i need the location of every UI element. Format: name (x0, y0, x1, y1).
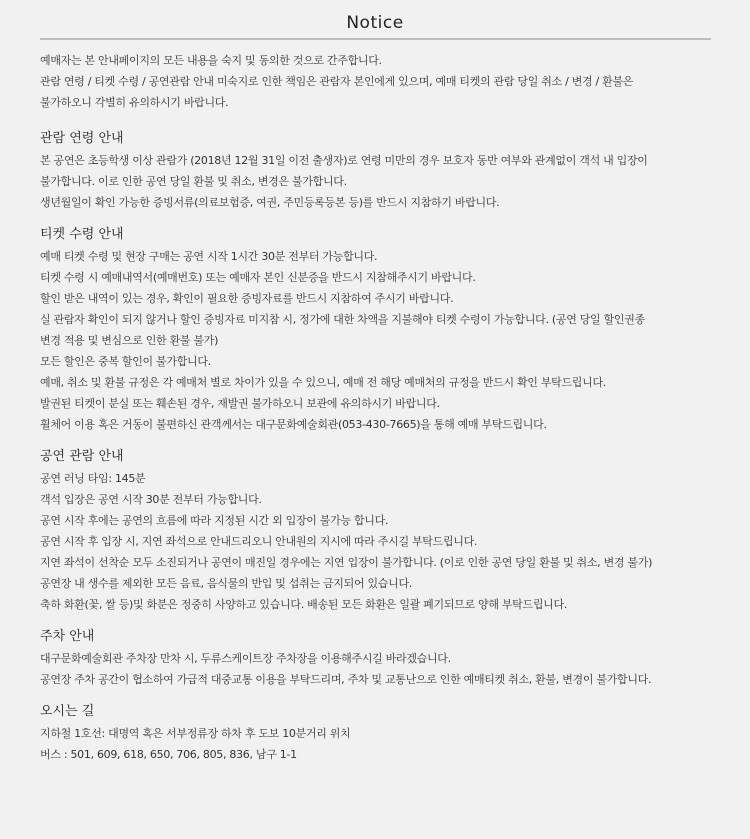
section-line: 휠체어 이용 혹은 거동이 불편하신 관객께서는 대구문화예술회관(053-430-7665)을 통해 예매 부탁드립니다. (40, 418, 547, 431)
section-heading: 공연 관람 안내 (40, 449, 124, 464)
section-line: 본 공연은 초등학생 이상 관람가 (2018년 12월 31일 이전 출생자)로 연령 미만의 경우 보호자 동반 여부와 관계없이 객석 내 입장이 (40, 154, 648, 167)
section-line: 할인 받은 내역이 있는 경우, 확인이 필요한 증빙자료를 반드시 지참하여 주시기 바랍니다. (40, 292, 454, 305)
section-line: 모든 할인은 중복 할인이 불가합니다. (40, 355, 211, 368)
section-line: 공연 시작 후 입장 시, 지연 좌석으로 안내드리오니 안내원의 지시에 따라 주시길 부탁드립니다. (40, 535, 478, 548)
section-line: 티켓 수령 시 예매내역서(예매번호) 또는 예매자 본인 신분증을 반드시 지참해주시기 바랍니다. (40, 271, 476, 284)
section-line: 예매 티켓 수령 및 현장 구매는 공연 시작 1시간 30분 전부터 가능합니다. (40, 250, 378, 263)
section-parking (40, 627, 720, 690)
section-line: 지하철 1호선: 대명역 혹은 서부정류장 하차 후 도보 10분거리 위치 (40, 727, 351, 740)
intro-line: 예매자는 본 안내페이지의 모든 내용을 숙지 및 동의한 것으로 간주합니다. (40, 54, 382, 67)
section-heading: 관람 연령 안내 (40, 131, 124, 146)
section-line: 지연 좌석이 선착순 모두 소진되거나 공연이 매진일 경우에는 지연 입장이 불가합니다. (이로 인한 공연 당일 환불 및 취소, 변경 불가) (40, 556, 653, 569)
notice-content (40, 50, 720, 765)
section-viewing (40, 447, 720, 615)
intro-block (40, 50, 720, 113)
section-line: 예매, 취소 및 환불 규정은 각 예매처 별로 차이가 있을 수 있으니, 예매 전 해당 예매처의 규정을 반드시 확인 부탁드립니다. (40, 376, 606, 389)
section-line: 대구문화예술회관 주차장 만차 시, 두류스케이트장 주차장을 이용해주시길 바라겠습니다. (40, 652, 451, 665)
section-line: 변경 적용 및 변심으로 인한 환불 불가) (40, 334, 219, 347)
section-line: 실 관람자 확인이 되지 않거나 할인 증빙자료 미지참 시, 정가에 대한 차액을 지불해야 티켓 수령이 가능합니다. (공연 당일 할인권종 (40, 313, 645, 326)
section-line: 공연 시작 후에는 공연의 흐름에 따라 지정된 시간 외 입장이 불가능 합니다. (40, 514, 389, 527)
title-divider (40, 38, 711, 40)
section-directions (40, 702, 720, 765)
section-heading: 주차 안내 (40, 629, 95, 644)
section-line: 공연장 내 생수를 제외한 모든 음료, 음식물의 반입 및 섭취는 금지되어 있습니다. (40, 577, 412, 590)
section-heading: 티켓 수령 안내 (40, 227, 124, 242)
section-line: 공연장 주차 공간이 협소하여 가급적 대중교통 이용을 부탁드리며, 주차 및 교통난으로 인한 예매티켓 취소, 환불, 변경이 불가합니다. (40, 673, 652, 686)
section-line: 공연 러닝 타임: 145분 (40, 472, 146, 485)
section-line: 축하 화환(꽃, 쌀 등)및 화분은 정중히 사양하고 있습니다. 배송된 모든 화환은 일괄 폐기되므로 양해 부탁드립니다. (40, 598, 567, 611)
section-line: 버스 : 501, 609, 618, 650, 706, 805, 836, 남구 1-1 (40, 748, 297, 761)
section-ticket (40, 225, 720, 435)
section-line: 객석 입장은 공연 시작 30분 전부터 가능합니다. (40, 493, 262, 506)
section-age (40, 129, 720, 213)
intro-line: 관람 연령 / 티켓 수령 / 공연관람 안내 미숙지로 인한 책임은 관람자 본인에게 있으며, 예매 티켓의 관람 당일 취소 / 변경 / 환불은 (40, 75, 634, 88)
intro-line: 불가하오니 각별히 유의하시기 바랍니다. (40, 96, 229, 109)
section-line: 불가합니다. 이로 인한 공연 당일 환불 및 취소, 변경은 불가합니다. (40, 175, 347, 188)
section-line: 생년월일이 확인 가능한 증빙서류(의료보험증, 여권, 주민등록등본 등)를 반드시 지참하기 바랍니다. (40, 196, 500, 209)
section-heading: 오시는 길 (40, 704, 95, 719)
section-line: 발권된 티켓이 분실 또는 훼손된 경우, 재발권 불가하오니 보관에 유의하시기 바랍니다. (40, 397, 440, 410)
page-title: Notice (346, 13, 404, 33)
